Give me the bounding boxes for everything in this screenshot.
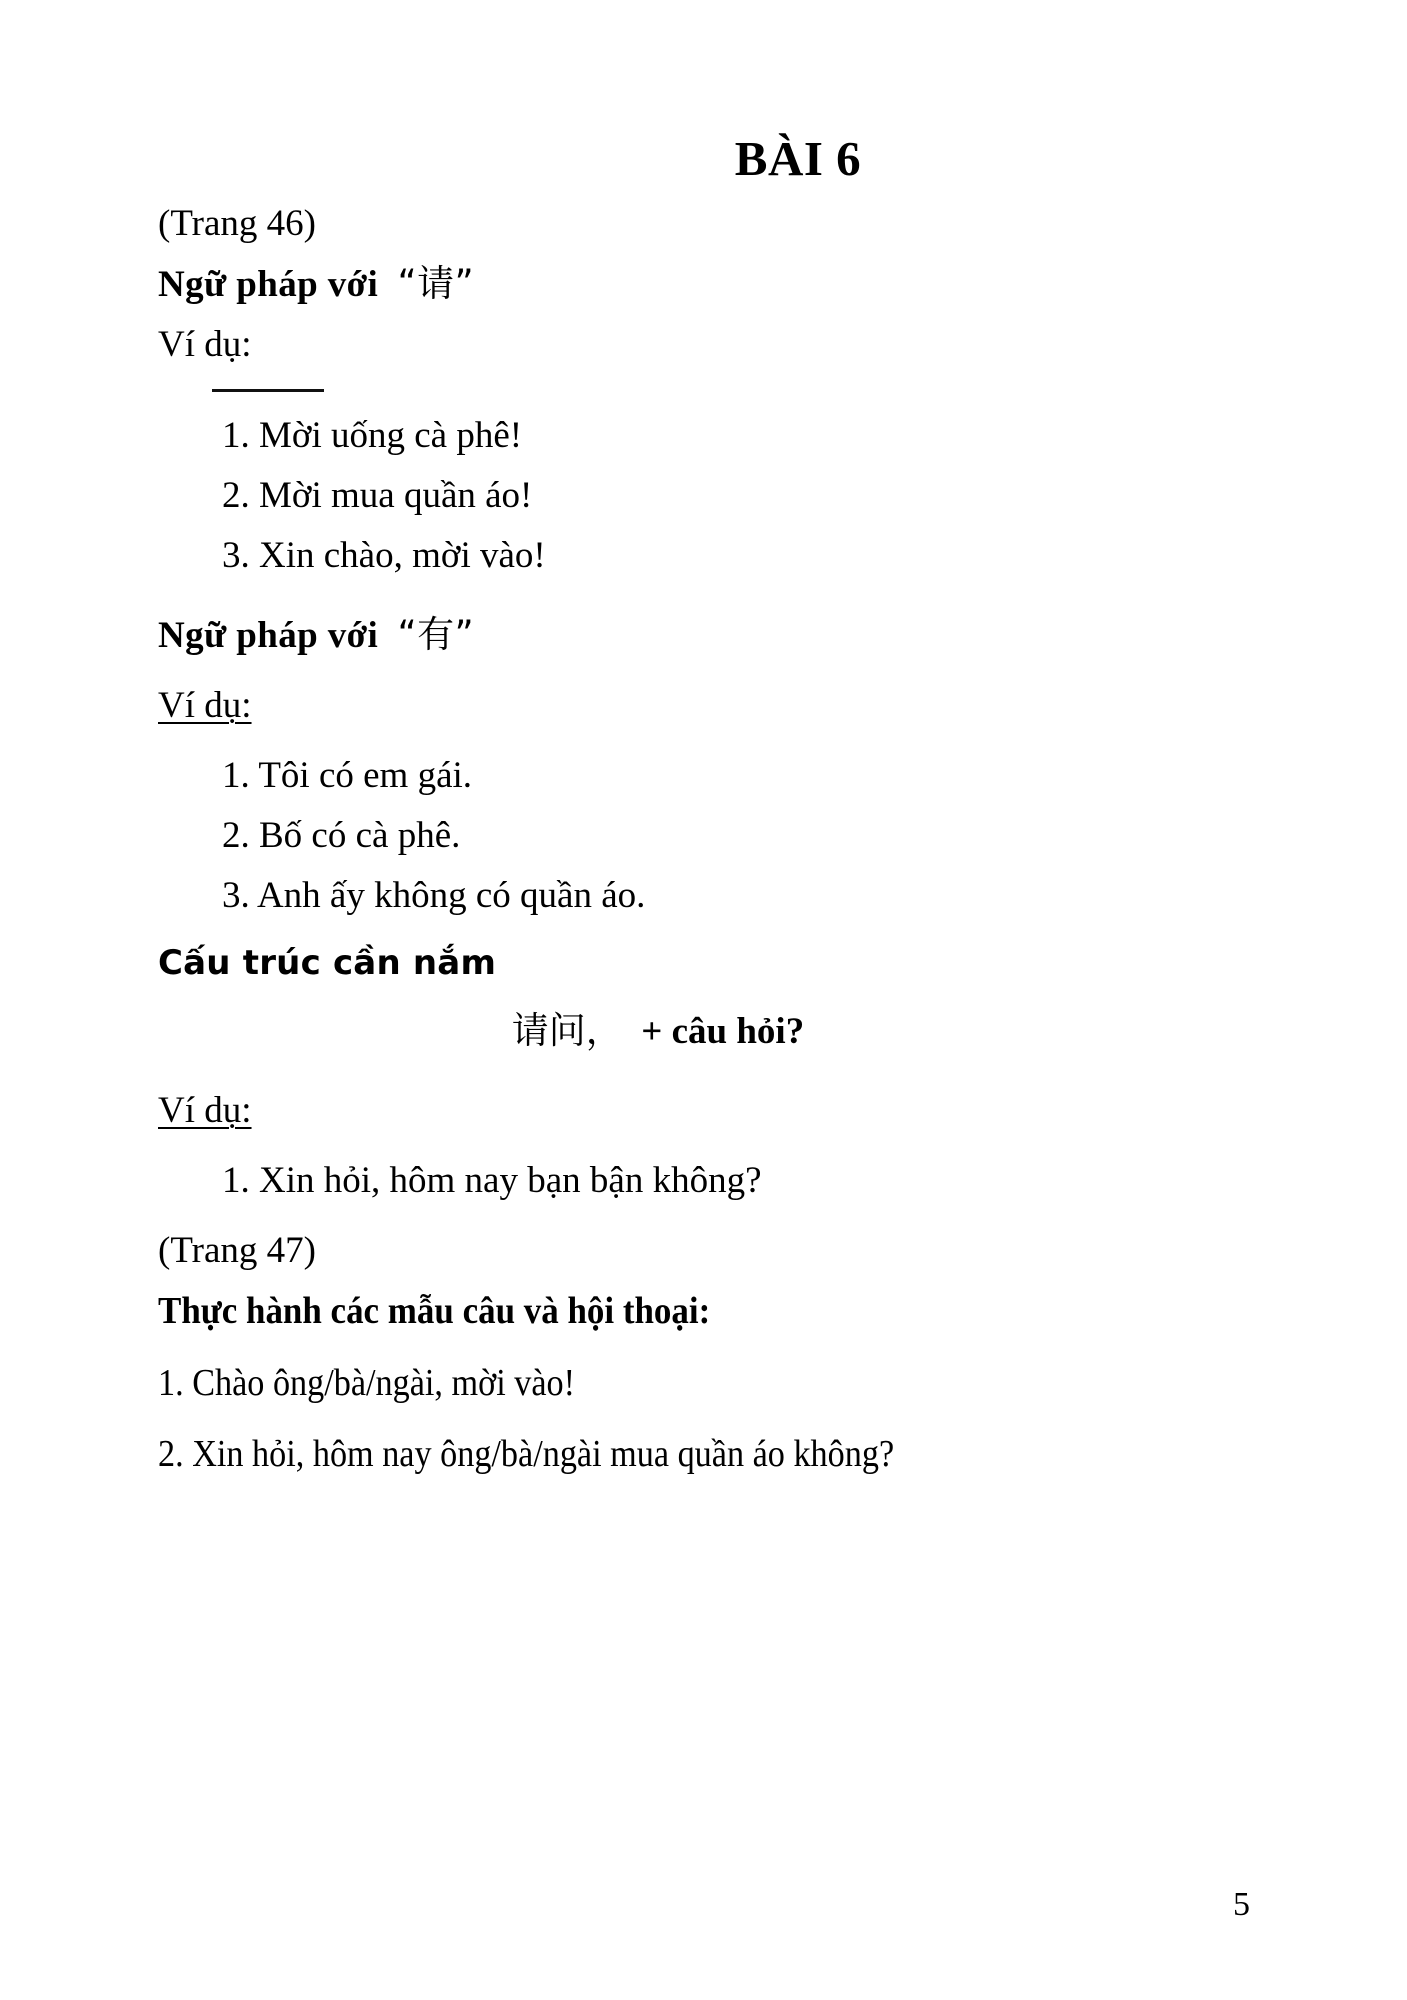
practice-item: 2. Xin hỏi, hôm nay ông/bà/ngài mua quần áo không?	[158, 1433, 895, 1476]
list-item: 2. Mời mua quần áo!	[222, 474, 533, 516]
structure-pattern	[158, 1001, 1248, 1061]
examples-label-2-wrap	[158, 676, 1248, 736]
quote-open-icon: “	[397, 613, 418, 657]
practice-item: 1. Chào ông/bà/ngài, mời vào!	[158, 1361, 576, 1404]
list-item: 1. Xin hỏi, hôm nay bạn bận không?	[222, 1160, 762, 1202]
page-content	[158, 130, 1248, 1486]
structure-heading: Cấu trúc cần nắm	[158, 943, 497, 984]
horizontal-rule	[212, 389, 324, 392]
structure-pattern-han: 请问，	[511, 1009, 623, 1053]
spacer	[158, 1414, 1248, 1424]
page-title: BÀI 6	[734, 131, 862, 186]
grammar-heading-qing-label: Ngữ pháp với	[158, 263, 379, 305]
examples-label-3: Ví dụ:	[158, 1090, 252, 1132]
list-item: 3. Anh ấy không có quần áo.	[222, 875, 646, 917]
han-character-qing: 请	[417, 261, 455, 305]
spacer	[158, 1211, 1248, 1221]
quote-close-icon: ”	[454, 613, 475, 657]
page-number: 5	[1233, 1886, 1250, 1923]
page-reference-46: (Trang 46)	[158, 202, 316, 244]
spacer	[158, 585, 1248, 605]
list-item: 1. Mời uống cà phê!	[222, 414, 523, 456]
spacer	[158, 991, 1248, 1001]
list-item: 1. Tôi có em gái.	[222, 755, 473, 797]
examples-label-1: Ví dụ:	[158, 323, 252, 365]
grammar-heading-qing	[158, 254, 1248, 315]
examples-label-3-wrap	[158, 1081, 1248, 1141]
practice-heading: Thực hành các mẫu câu và hội thoại:	[158, 1290, 711, 1333]
spacer	[158, 1061, 1248, 1081]
spacer	[158, 926, 1248, 936]
list-item: 3. Xin chào, mời vào!	[222, 534, 546, 576]
spacer	[158, 736, 1248, 746]
spacer	[158, 1141, 1248, 1151]
grammar-heading-you	[158, 605, 1248, 666]
han-character-you: 有	[417, 613, 455, 657]
examples-label-2: Ví dụ:	[158, 685, 252, 727]
spacer	[158, 1343, 1248, 1353]
page-reference-47: (Trang 47)	[158, 1230, 316, 1272]
grammar-heading-you-label: Ngữ pháp với	[158, 615, 379, 657]
spacer	[158, 666, 1248, 676]
quote-close-icon: ”	[454, 261, 475, 305]
quote-open-icon: “	[397, 261, 418, 305]
structure-pattern-suffix: + câu hỏi?	[641, 1011, 805, 1053]
list-item: 2. Bố có cà phê.	[222, 815, 461, 857]
